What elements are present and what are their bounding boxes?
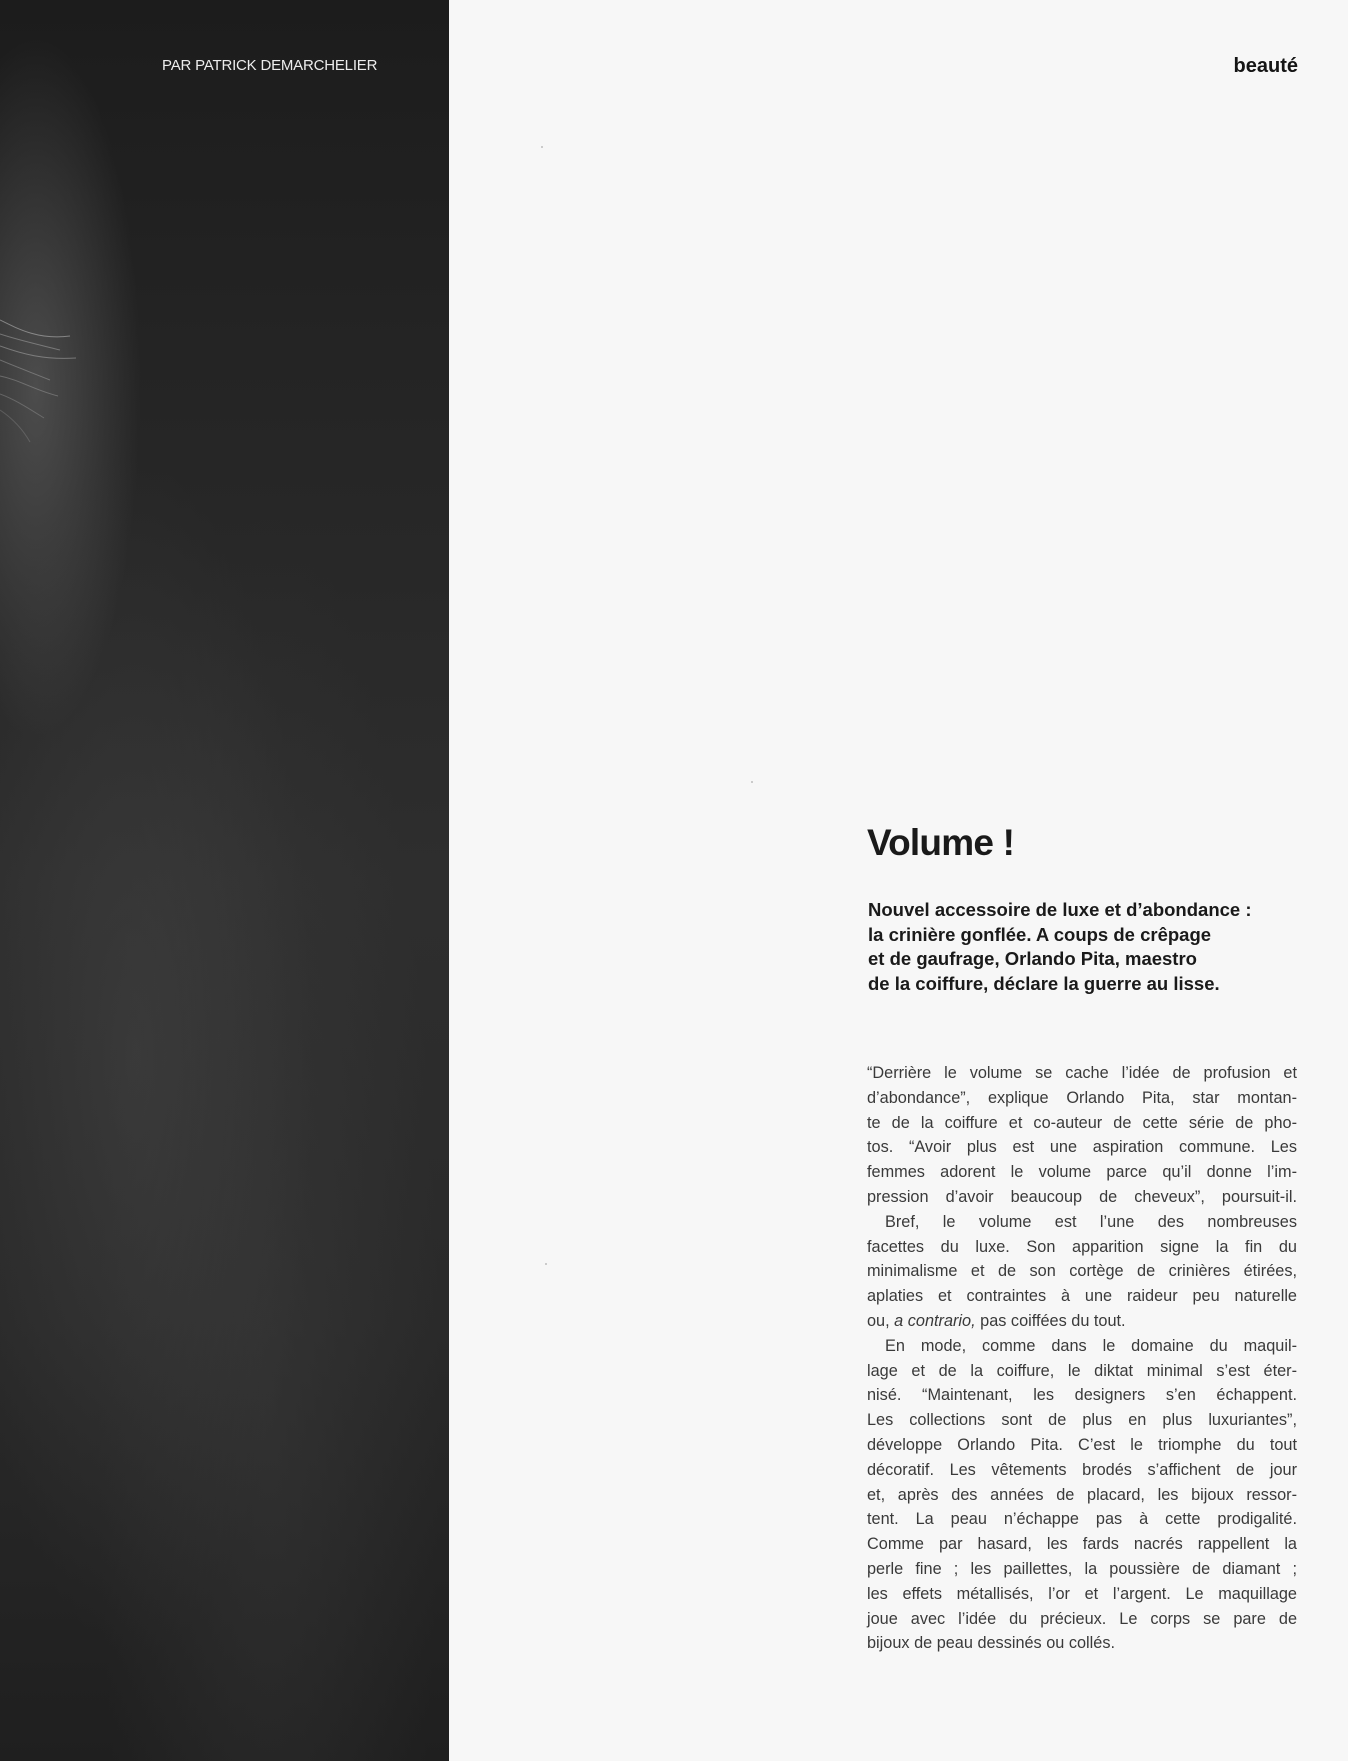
body-line: bijoux de peau dessinés ou collés. xyxy=(867,1634,1116,1653)
body-line: En mode, comme dans le domaine du maquil- xyxy=(885,1336,1297,1355)
article-title: Volume ! xyxy=(867,822,1015,863)
photo-panel xyxy=(0,0,449,1761)
body-line: facettes du luxe. Son apparition signe la fin du xyxy=(867,1237,1297,1256)
body-line: femmes adorent le volume parce qu’il donne l’im- xyxy=(867,1163,1297,1182)
body-line: perle fine ; les paillettes, la poussière de diamant ; xyxy=(867,1559,1297,1578)
body-line: te de la coiffure et co-auteur de cette série de pho- xyxy=(867,1113,1297,1132)
photo-credit: PAR PATRICK DEMARCHELIER xyxy=(162,57,378,74)
hair-strands-image xyxy=(0,300,80,460)
body-text-run: pas coiffées du tout. xyxy=(975,1311,1126,1330)
body-line: tos. “Avoir plus est une aspiration commune. Les xyxy=(867,1138,1297,1157)
section-label: beauté xyxy=(1233,55,1298,77)
body-line: les effets métallisés, l’or et l’argent. Le maquillage xyxy=(867,1584,1297,1603)
standfirst-line: la crinière gonflée. A coups de crêpage xyxy=(868,923,1212,945)
body-line: décoratif. Les vêtements brodés s’affichent de jour xyxy=(867,1460,1297,1479)
body-line: lage et de la coiffure, le diktat minimal s’est éter- xyxy=(867,1361,1297,1380)
body-line: développe Orlando Pita. C’est le triomphe du tout xyxy=(867,1435,1297,1454)
body-line: Comme par hasard, les fards nacrés rappellent la xyxy=(867,1535,1297,1554)
body-line: d’abondance”, explique Orlando Pita, star montan- xyxy=(867,1088,1297,1107)
body-line: et, après des années de placard, les bijoux ressor- xyxy=(867,1485,1297,1504)
body-line: tent. La peau n’échappe pas à cette prodigalité. xyxy=(867,1510,1297,1529)
paper-speck xyxy=(751,781,753,783)
body-line: minimalisme et de son cortège de crinières étirées, xyxy=(867,1262,1297,1281)
body-line: Bref, le volume est l’une des nombreuses xyxy=(885,1212,1297,1231)
body-line: Les collections sont de plus en plus luxuriantes”, xyxy=(867,1411,1297,1430)
paper-speck xyxy=(545,1263,547,1265)
body-line-mixed xyxy=(867,1309,1297,1334)
standfirst-line: de la coiffure, déclare la guerre au lisse. xyxy=(868,972,1220,994)
standfirst-line: et de gaufrage, Orlando Pita, maestro xyxy=(868,948,1197,969)
body-line: aplaties et contraintes à une raideur peu naturelle xyxy=(867,1287,1297,1306)
body-line: “Derrière le volume se cache l’idée de profusion et xyxy=(867,1064,1297,1082)
article-standfirst xyxy=(868,898,1308,996)
paper-speck xyxy=(541,146,543,148)
body-text-run: ou, xyxy=(867,1311,895,1330)
body-line: nisé. “Maintenant, les designers s’en échappent. xyxy=(867,1386,1297,1405)
standfirst-line: Nouvel accessoire de luxe et d’abondance : xyxy=(868,899,1252,920)
article-body xyxy=(867,1061,1297,1656)
body-line: pression d’avoir beaucoup de cheveux”, poursuit-il. xyxy=(867,1187,1297,1206)
body-italic-run: a contrario, xyxy=(894,1311,976,1330)
body-line: joue avec l’idée du précieux. Le corps se pare de xyxy=(867,1609,1297,1628)
